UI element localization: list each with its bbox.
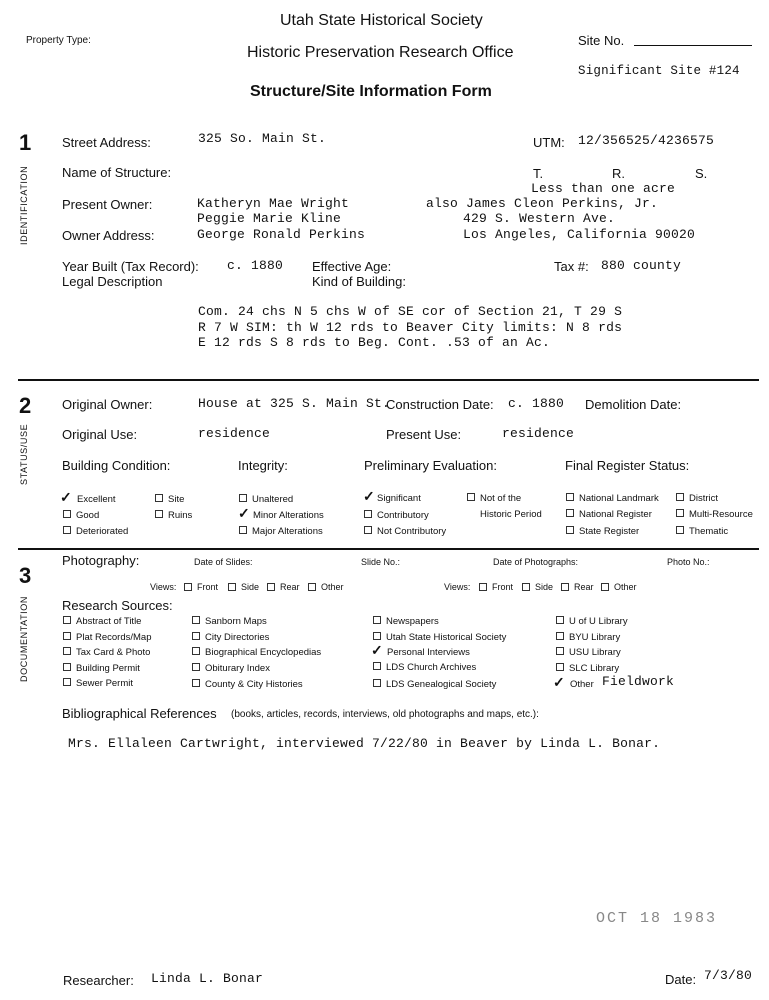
source-plat-records[interactable] — [63, 632, 152, 643]
checkbox-label: Abstract of Title — [76, 616, 142, 627]
checkbox-icon — [556, 663, 564, 671]
legal-description-label: Legal Description — [62, 274, 163, 289]
source-lds-church-archives[interactable] — [373, 662, 476, 673]
source-county-city-histories[interactable] — [192, 679, 303, 690]
checkbox-label: Unaltered — [252, 494, 294, 505]
checkbox-icon — [479, 583, 487, 591]
checkbox-icon — [192, 632, 200, 640]
bibliographical-references-label: Bibliographical References — [62, 706, 217, 721]
original-use-label: Original Use: — [62, 427, 138, 442]
checkbox-icon — [467, 493, 475, 501]
checkbox-icon — [192, 663, 200, 671]
photo-view-front[interactable] — [479, 582, 513, 592]
checkbox-label: Not of the — [480, 493, 522, 504]
section-divider-1 — [18, 379, 759, 381]
source-u-of-u-library[interactable] — [556, 616, 628, 627]
source-other[interactable] — [570, 679, 594, 690]
checkbox-icon — [63, 647, 71, 655]
effective-age-label: Effective Age: — [312, 259, 392, 274]
checkbox-label: Side — [241, 582, 260, 592]
org-name: Utah State Historical Society — [280, 12, 483, 29]
source-lds-genealogical-society[interactable] — [373, 679, 496, 690]
checkbox-label: Significant — [377, 493, 421, 504]
date-label: Date: — [665, 972, 697, 987]
checkbox-icon — [373, 616, 381, 624]
checkbox-label: Good — [76, 510, 100, 521]
checkbox-significant[interactable] — [377, 493, 421, 504]
researcher-value: Linda L. Bonar — [151, 971, 264, 986]
checkbox-label: National Register — [579, 509, 652, 520]
checkbox-icon — [239, 526, 247, 534]
tax-number-label: Tax #: — [554, 259, 589, 274]
photo-view-side[interactable] — [522, 582, 553, 592]
kind-of-building-label: Kind of Building: — [312, 274, 406, 289]
checkbox-national-register[interactable] — [566, 509, 652, 520]
source-city-directories[interactable] — [192, 632, 269, 643]
source-newspapers[interactable] — [373, 616, 439, 627]
checkbox-label: Tax Card & Photo — [76, 647, 151, 658]
demolition-date-label: Demolition Date: — [585, 397, 682, 412]
checkbox-icon — [239, 494, 247, 502]
bibliographical-references-text: Mrs. Ellaleen Cartwright, interviewed 7/22/80 in Beaver by Linda L. Bonar. — [68, 736, 661, 751]
slide-view-rear[interactable] — [267, 582, 300, 592]
integrity-label: Integrity: — [238, 458, 288, 473]
checkbox-icon — [676, 526, 684, 534]
checkbox-label: Other — [570, 679, 594, 690]
checkbox-icon — [267, 583, 275, 591]
checkbox-major-alterations[interactable] — [239, 526, 323, 537]
name-of-structure-label: Name of Structure: — [62, 165, 172, 180]
checkbox-label: U of U Library — [569, 616, 628, 627]
building-condition-label: Building Condition: — [62, 458, 171, 473]
checkbox-icon — [63, 632, 71, 640]
slide-view-side[interactable] — [228, 582, 259, 592]
source-building-permit[interactable] — [63, 663, 140, 674]
owner-address-label: Owner Address: — [62, 228, 155, 243]
present-owner-label: Present Owner: — [62, 197, 153, 212]
owner-line-3: George Ronald Perkins — [197, 227, 366, 242]
slide-view-front[interactable] — [184, 582, 218, 592]
checkbox-icon — [676, 493, 684, 501]
site-no-line — [634, 45, 752, 46]
checkbox-label: Personal Interviews — [387, 647, 470, 658]
checkbox-icon — [522, 583, 530, 591]
check-mark-icon: ✓ — [363, 488, 375, 504]
checkbox-icon — [566, 526, 574, 534]
original-owner-label: Original Owner: — [62, 397, 153, 412]
checkbox-label: Obiturary Index — [205, 663, 270, 674]
slide-no-label: Slide No.: — [361, 557, 401, 567]
photo-view-rear[interactable] — [561, 582, 594, 592]
section-number-1: 1 — [19, 130, 32, 155]
checkbox-icon — [556, 632, 564, 640]
owner-line-1: Katheryn Mae Wright — [197, 196, 350, 211]
source-utah-state-historical-society[interactable] — [373, 632, 506, 643]
checkbox-label: Thematic — [689, 526, 729, 537]
checkbox-label: Building Permit — [76, 663, 140, 674]
present-use-value: residence — [502, 426, 575, 441]
checkbox-label: National Landmark — [579, 493, 659, 504]
date-of-slides-label: Date of Slides: — [194, 557, 253, 567]
checkbox-state-register[interactable] — [566, 526, 639, 537]
source-biographical-encyclopedias[interactable] — [192, 647, 321, 658]
checkbox-label: Contributory — [377, 510, 429, 521]
checkbox-icon — [63, 510, 71, 518]
checkbox-icon — [676, 509, 684, 517]
range-label: R. — [612, 166, 625, 181]
checkbox-icon — [601, 583, 609, 591]
section-number-3: 3 — [19, 563, 32, 588]
checkbox-icon — [373, 679, 381, 687]
checkbox-label: Minor Alterations — [253, 510, 324, 521]
checkbox-label: LDS Church Archives — [386, 662, 477, 673]
checkbox-label: Other — [321, 582, 344, 592]
checkbox-icon — [184, 583, 192, 591]
slide-view-other[interactable] — [308, 582, 344, 592]
checkbox-national-landmark[interactable] — [566, 493, 659, 504]
owner-also-line-1: also James Cleon Perkins, Jr. — [426, 196, 659, 211]
research-sources-label: Research Sources: — [62, 598, 173, 613]
checkbox-label: State Register — [579, 526, 640, 537]
checkbox-ruins[interactable] — [155, 510, 192, 521]
section-divider-2 — [18, 548, 759, 550]
checkbox-not-contributory[interactable] — [364, 526, 446, 537]
historic-period-label: Historic Period — [480, 509, 542, 520]
checkbox-label: Sewer Permit — [76, 678, 134, 689]
checkbox-label: Plat Records/Map — [76, 632, 152, 643]
construction-date-label: Construction Date: — [386, 397, 494, 412]
owner-also-line-2: 429 S. Western Ave. — [463, 211, 616, 226]
source-abstract-of-title[interactable] — [63, 616, 141, 627]
date-value: 7/3/80 — [704, 968, 753, 983]
source-obituary-index[interactable] — [192, 663, 270, 674]
street-address-label: Street Address: — [62, 135, 151, 150]
received-date-stamp: OCT 18 1983 — [596, 910, 718, 927]
checkbox-label: BYU Library — [569, 632, 621, 643]
source-sanborn-maps[interactable] — [192, 616, 267, 627]
source-tax-card[interactable] — [63, 647, 150, 658]
preliminary-evaluation-label: Preliminary Evaluation: — [364, 458, 497, 473]
checkbox-label: Rear — [280, 582, 300, 592]
check-mark-icon: ✓ — [60, 489, 72, 505]
checkbox-contributory[interactable] — [364, 510, 429, 521]
checkbox-icon — [373, 632, 381, 640]
checkbox-icon — [155, 510, 163, 518]
checkbox-label: Newspapers — [386, 616, 439, 627]
checkbox-multi-resource[interactable] — [676, 509, 753, 520]
section-number-2: 2 — [19, 393, 32, 418]
checkbox-label: USU Library — [569, 647, 621, 658]
checkbox-icon — [373, 662, 381, 670]
org-office: Historic Preservation Research Office — [247, 44, 514, 61]
checkbox-label: Other — [614, 582, 637, 592]
checkbox-label: Major Alterations — [252, 526, 323, 537]
year-built-value: c. 1880 — [227, 258, 284, 273]
checkbox-label: Excellent — [77, 494, 116, 505]
checkbox-icon — [566, 493, 574, 501]
section-label: S. — [695, 166, 708, 181]
street-address-value: 325 So. Main St. — [198, 131, 327, 146]
checkbox-label: Side — [535, 582, 554, 592]
check-mark-icon: ✓ — [238, 505, 250, 521]
checkbox-icon — [155, 494, 163, 502]
checkbox-thematic[interactable] — [676, 526, 728, 537]
checkbox-label: City Directories — [205, 632, 270, 643]
checkbox-icon — [228, 583, 236, 591]
checkbox-label: Ruins — [168, 510, 193, 521]
checkbox-district[interactable] — [676, 493, 718, 504]
bibliographical-references-note: (books, articles, records, interviews, old photographs and maps, etc.): — [231, 709, 539, 720]
photo-views-label: Views: — [444, 582, 471, 592]
photo-view-other[interactable] — [601, 582, 637, 592]
checkbox-icon — [308, 583, 316, 591]
checkbox-minor-alterations[interactable] — [253, 510, 324, 521]
photography-label: Photography: — [62, 553, 140, 568]
photo-no-label: Photo No.: — [667, 557, 710, 567]
original-owner-value: House at 325 S. Main St. — [198, 396, 391, 411]
utm-label: UTM: — [533, 135, 565, 150]
source-slc-library[interactable] — [556, 663, 619, 674]
checkbox-icon — [192, 647, 200, 655]
checkbox-icon — [364, 510, 372, 518]
checkbox-site[interactable] — [155, 494, 184, 505]
property-type-label: Property Type: — [26, 35, 91, 46]
source-byu-library[interactable] — [556, 632, 620, 643]
researcher-label: Researcher: — [63, 973, 134, 988]
checkbox-icon — [561, 583, 569, 591]
legal-line-2: R 7 W SIM: th W 12 rds to Beaver City limits: N 8 rds — [198, 320, 623, 335]
original-use-value: residence — [198, 426, 271, 441]
site-no-label: Site No. — [578, 33, 625, 48]
section-label-identification: IDENTIFICATION — [19, 165, 29, 245]
checkbox-not-of-historic-period[interactable] — [467, 493, 521, 504]
checkbox-label: Front — [492, 582, 514, 592]
date-of-photographs-label: Date of Photographs: — [493, 557, 579, 567]
checkbox-icon — [556, 647, 564, 655]
form-title: Structure/Site Information Form — [250, 83, 492, 100]
checkbox-icon — [63, 678, 71, 686]
year-built-label: Year Built (Tax Record): — [62, 259, 199, 274]
checkbox-label: Deteriorated — [76, 526, 129, 537]
source-sewer-permit[interactable] — [63, 678, 133, 689]
checkbox-icon — [63, 616, 71, 624]
owner-also-line-3: Los Angeles, California 90020 — [463, 227, 696, 242]
construction-date-value: c. 1880 — [508, 396, 565, 411]
checkbox-deteriorated[interactable] — [63, 526, 128, 537]
checkbox-icon — [63, 663, 71, 671]
check-mark-icon: ✓ — [371, 642, 383, 658]
owner-line-2: Peggie Marie Kline — [197, 211, 342, 226]
checkbox-icon — [63, 526, 71, 534]
legal-line-1: Com. 24 chs N 5 chs W of SE cor of Section 21, T 29 S — [198, 304, 623, 319]
utm-value: 12/356525/4236575 — [578, 133, 715, 148]
checkbox-label: Front — [197, 582, 219, 592]
checkbox-label: Site — [168, 494, 185, 505]
checkbox-icon — [556, 616, 564, 624]
checkbox-icon — [192, 616, 200, 624]
checkbox-label: Not Contributory — [377, 526, 447, 537]
source-usu-library[interactable] — [556, 647, 621, 658]
slide-views-label: Views: — [150, 582, 177, 592]
checkbox-label: Multi-Resource — [689, 509, 753, 520]
checkbox-icon — [566, 509, 574, 517]
checkbox-label: LDS Genealogical Society — [386, 679, 497, 690]
checkbox-icon — [364, 526, 372, 534]
checkbox-label: County & City Histories — [205, 679, 303, 690]
checkbox-excellent[interactable] — [77, 494, 116, 505]
checkbox-label: SLC Library — [569, 663, 620, 674]
checkbox-label: Utah State Historical Society — [386, 632, 507, 643]
tax-number-value: 880 county — [601, 258, 682, 273]
checkbox-label: Sanborn Maps — [205, 616, 267, 627]
legal-line-3: E 12 rds S 8 rds to Beg. Cont. .53 of an Ac. — [198, 335, 551, 350]
check-mark-icon: ✓ — [553, 674, 565, 690]
checkbox-label: Rear — [574, 582, 594, 592]
significant-site: Significant Site #124 — [578, 64, 740, 78]
checkbox-unaltered[interactable] — [239, 494, 293, 505]
source-personal-interviews[interactable] — [387, 647, 470, 658]
section-label-status-use: STATUS/USE — [19, 423, 29, 485]
section-label-documentation: DOCUMENTATION — [19, 596, 29, 682]
checkbox-icon — [192, 679, 200, 687]
checkbox-label: District — [689, 493, 719, 504]
acreage-value: Less than one acre — [531, 181, 676, 196]
checkbox-good[interactable] — [63, 510, 99, 521]
checkbox-label: Biographical Encyclopedias — [205, 647, 322, 658]
township-label: T. — [533, 166, 544, 181]
present-use-label: Present Use: — [386, 427, 462, 442]
final-register-status-label: Final Register Status: — [565, 458, 690, 473]
source-other-value: Fieldwork — [602, 674, 675, 689]
